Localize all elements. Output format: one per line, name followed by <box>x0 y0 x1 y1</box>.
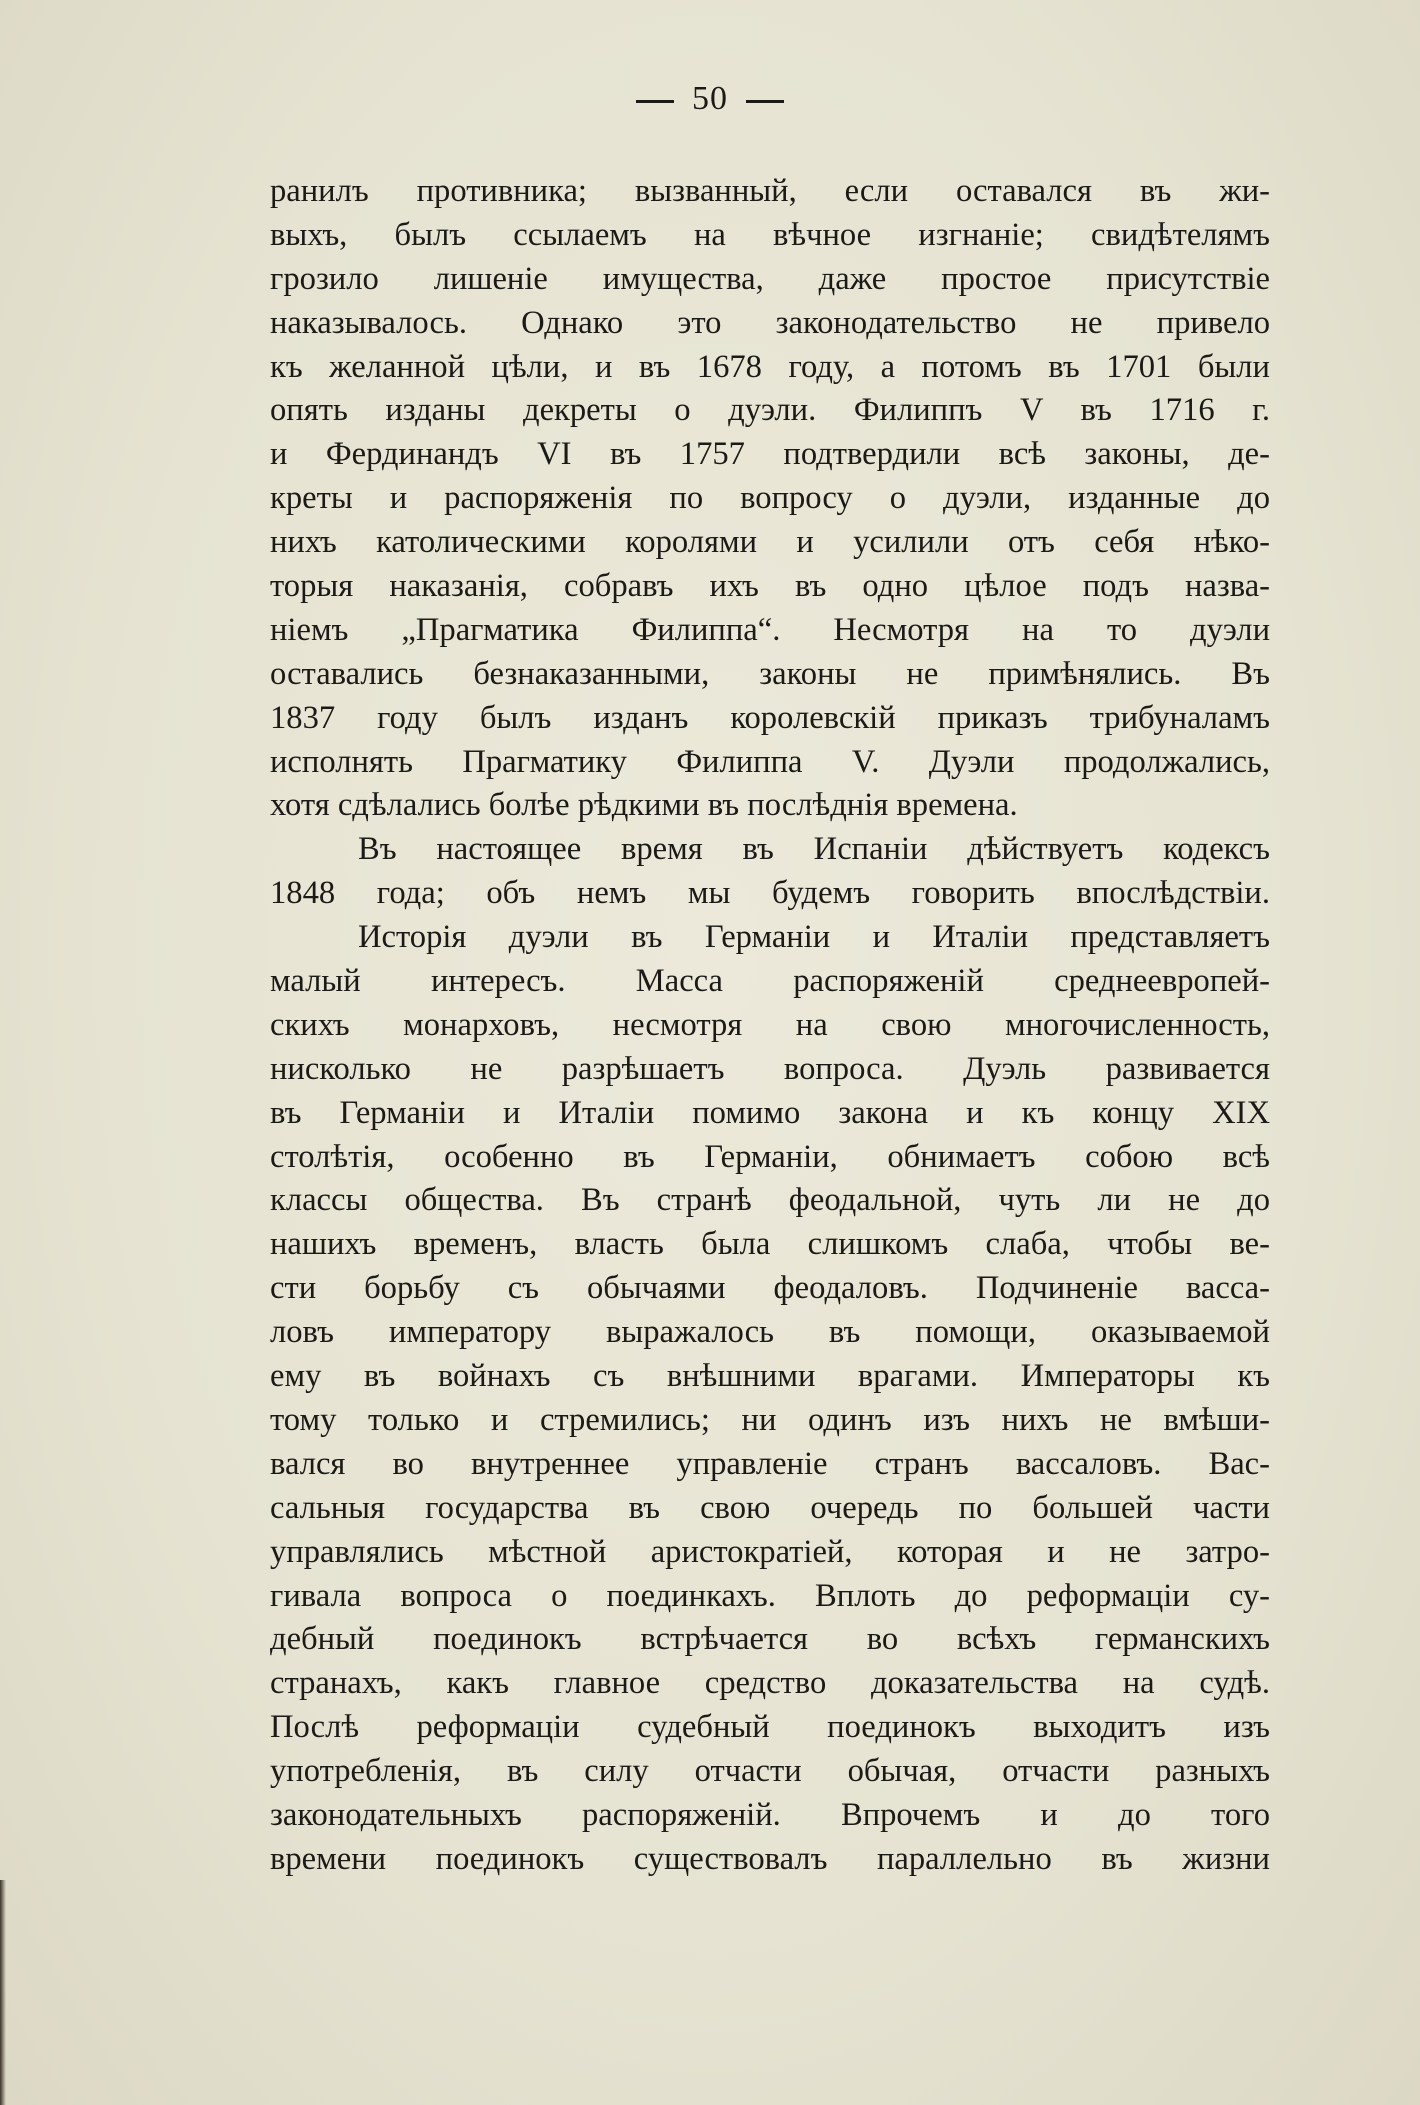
header-dash-left <box>636 100 674 103</box>
text-line: оставались безнаказанными, законы не примѣнялись. Въ <box>270 655 1270 692</box>
text-line: въ Германіи и Италіи помимо закона и къ концу XIX <box>270 1094 1270 1131</box>
text-line: столѣтія, особенно въ Германіи, обнимаетъ собою всѣ <box>270 1138 1270 1175</box>
text-line: малый интересъ. Масса распоряженій среднеевропей- <box>270 963 1270 1000</box>
text-line: тому только и стремились; ни одинъ изъ нихъ не вмѣши- <box>270 1401 1270 1438</box>
text-line: торыя наказанія, собравъ ихъ въ одно цѣлое подъ назва- <box>270 568 1270 605</box>
text-line: ловъ императору выражалось въ помощи, оказываемой <box>270 1314 1270 1351</box>
text-line: скихъ монарховъ, несмотря на свою многочисленность, <box>270 1006 1270 1043</box>
text-line: Въ настоящее время въ Испаніи дѣйствуетъ кодексъ <box>358 831 1270 868</box>
text-line: хотя сдѣлались болѣе рѣдкими въ послѣднія времена. <box>270 787 1018 824</box>
text-line: и Фердинандъ VI въ 1757 подтвердили всѣ законы, де- <box>270 436 1270 473</box>
text-line: 1848 года; объ немъ мы будемъ говорить впослѣдствіи. <box>270 875 1270 912</box>
text-line: странахъ, какъ главное средство доказательства на судѣ. <box>270 1665 1270 1702</box>
text-line: ранилъ противника; вызванный, если оставался въ жи- <box>270 173 1270 209</box>
text-line: ніемъ „Прагматика Филиппа“. Несмотря на то дуэли <box>270 611 1270 648</box>
text-line: законодательныхъ распоряженій. Впрочемъ и до того <box>270 1796 1270 1833</box>
text-line: классы общества. Въ странѣ феодальной, чуть ли не до <box>270 1182 1270 1219</box>
text-line: выхъ, былъ ссылаемъ на вѣчное изгнаніе; свидѣтелямъ <box>270 216 1270 253</box>
page-number: 50 <box>692 80 728 117</box>
text-line: наказывалось. Однако это законодательство не привело <box>270 304 1270 341</box>
text-line: управлялись мѣстной аристократіей, которая и не затро- <box>270 1533 1270 1570</box>
text-line: грозило лишеніе имущества, даже простое присутствіе <box>270 260 1270 297</box>
text-line: вался во внутреннее управленіе странъ вассаловъ. Вас- <box>270 1445 1270 1482</box>
text-line: креты и распоряженія по вопросу о дуэли, изданные до <box>270 480 1270 517</box>
text-line: 1837 году былъ изданъ королевскій приказъ трибуналамъ <box>270 699 1270 736</box>
text-line: сти борьбу съ обычаями феодаловъ. Подчиненіе васса- <box>270 1270 1270 1307</box>
text-line: Послѣ реформаціи судебный поединокъ выходитъ изъ <box>270 1709 1270 1746</box>
text-line: нашихъ временъ, власть была слишкомъ слаба, чтобы ве- <box>270 1226 1270 1263</box>
text-line: сальныя государства въ свою очередь по большей части <box>270 1489 1270 1526</box>
text-line: исполнять Прагматику Филиппа V. Дуэли продолжались, <box>270 743 1270 780</box>
page-edge-shadow <box>0 1880 6 2105</box>
text-line: употребленія, въ силу отчасти обычая, отчасти разныхъ <box>270 1753 1270 1790</box>
text-line: опять изданы декреты о дуэли. Филиппъ V въ 1716 г. <box>270 392 1270 429</box>
text-line: нисколько не разрѣшаетъ вопроса. Дуэль развивается <box>270 1050 1270 1087</box>
text-line: гивала вопроса о поединкахъ. Вплоть до реформаціи су- <box>270 1577 1270 1614</box>
text-line: Исторія дуэли въ Германіи и Италіи представляетъ <box>358 919 1270 956</box>
text-line: дебный поединокъ встрѣчается во всѣхъ германскихъ <box>270 1621 1270 1658</box>
text-line: ему въ войнахъ съ внѣшними врагами. Императоры къ <box>270 1358 1270 1395</box>
body-text <box>270 170 1270 1882</box>
page-header <box>0 80 1420 118</box>
header-dash-right <box>746 100 784 103</box>
text-line: къ желанной цѣли, и въ 1678 году, а потомъ въ 1701 были <box>270 348 1270 385</box>
text-line: времени поединокъ существовалъ параллельно въ жизни <box>270 1840 1270 1877</box>
text-line: нихъ католическими королями и усилили отъ себя нѣко- <box>270 524 1270 561</box>
